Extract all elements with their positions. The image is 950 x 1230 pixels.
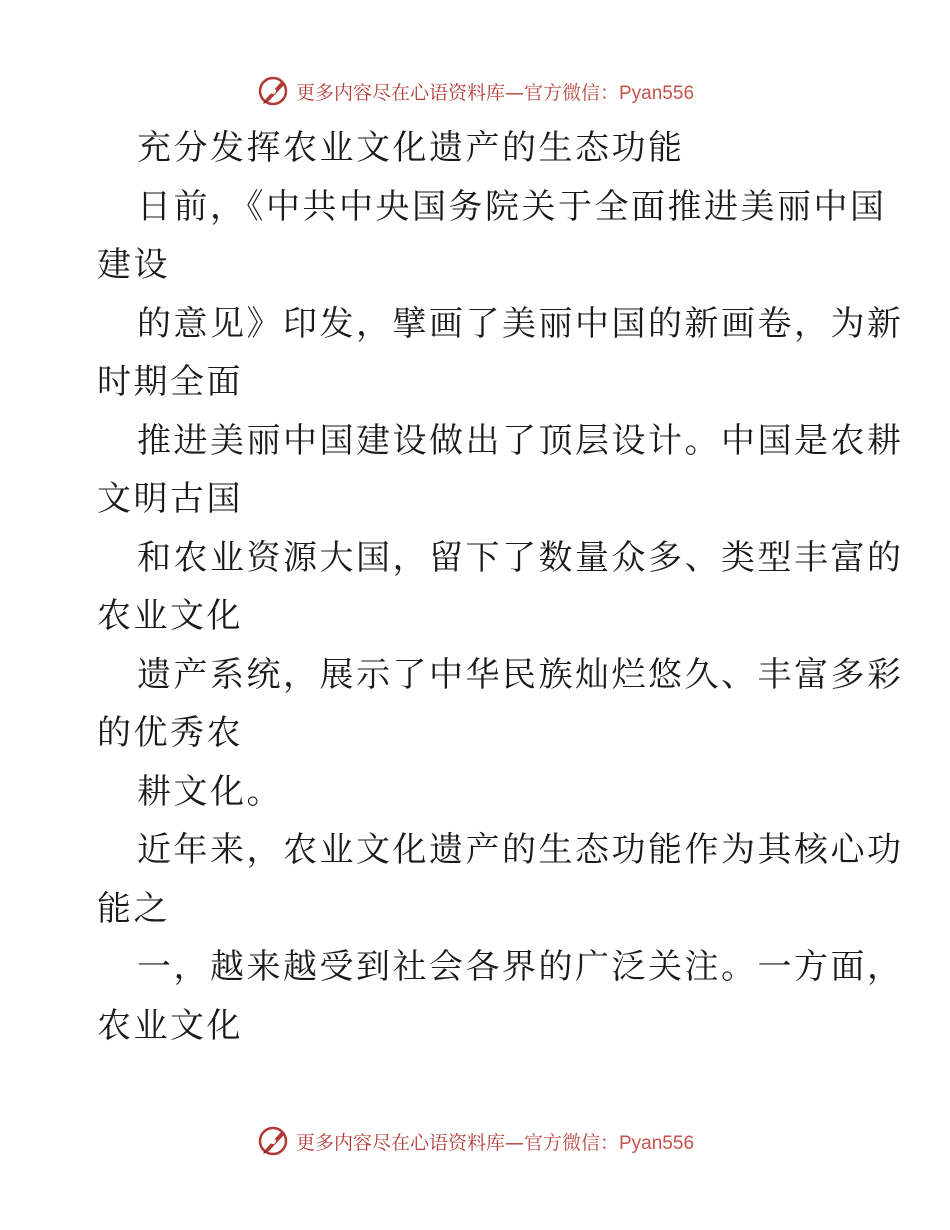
text-line: 文明古国	[97, 479, 243, 519]
banner-wechat-id: Pyan556	[619, 1132, 695, 1154]
banner-lead: 更多内容尽在心语资料库	[295, 81, 505, 104]
text-line: 能之	[97, 888, 170, 929]
footer-banner	[0, 1121, 950, 1161]
text-line: 建设	[97, 245, 170, 285]
banner-text	[296, 78, 694, 105]
text-line: 耕文化。	[137, 771, 283, 812]
text-line: 时期全面	[97, 362, 243, 402]
text-line: 遗产系统，展示了中华民族灿烂悠久、丰富多彩	[137, 654, 904, 695]
pen-logo-icon	[256, 73, 292, 109]
banner-dash: —	[504, 81, 524, 104]
document-title: 充分发挥农业文化遗产的生态功能	[137, 128, 685, 168]
banner-wechat-id: Pyan556	[619, 82, 695, 104]
pen-logo-icon	[256, 1123, 292, 1159]
banner-dash: —	[504, 1131, 524, 1154]
text-line: 和农业资源大国，留下了数量众多、类型丰富的	[137, 537, 904, 578]
text-line: 一，越来越受到社会各界的广泛关注。一方面，	[137, 947, 904, 987]
text-line: 农业文化	[97, 596, 243, 636]
banner-lead: 更多内容尽在心语资料库	[295, 1131, 505, 1154]
text-line: 推进美丽中国建设做出了顶层设计。中国是农耕	[137, 420, 904, 461]
text-line: 的意见》印发，擘画了美丽中国的新画卷，为新	[137, 303, 904, 344]
text-line: 近年来，农业文化遗产的生态功能作为其核心功	[137, 830, 904, 870]
banner-text	[296, 1128, 694, 1155]
text-line: 的优秀农	[97, 713, 243, 753]
text-line: 日前，《中共中央国务院关于全面推进美丽中国	[137, 186, 887, 227]
text-line: 农业文化	[97, 1005, 243, 1046]
document-body	[97, 119, 904, 1055]
header-banner	[0, 71, 950, 111]
banner-wechat-label: 官方微信：	[523, 1131, 619, 1154]
banner-wechat-label: 官方微信：	[523, 81, 619, 104]
